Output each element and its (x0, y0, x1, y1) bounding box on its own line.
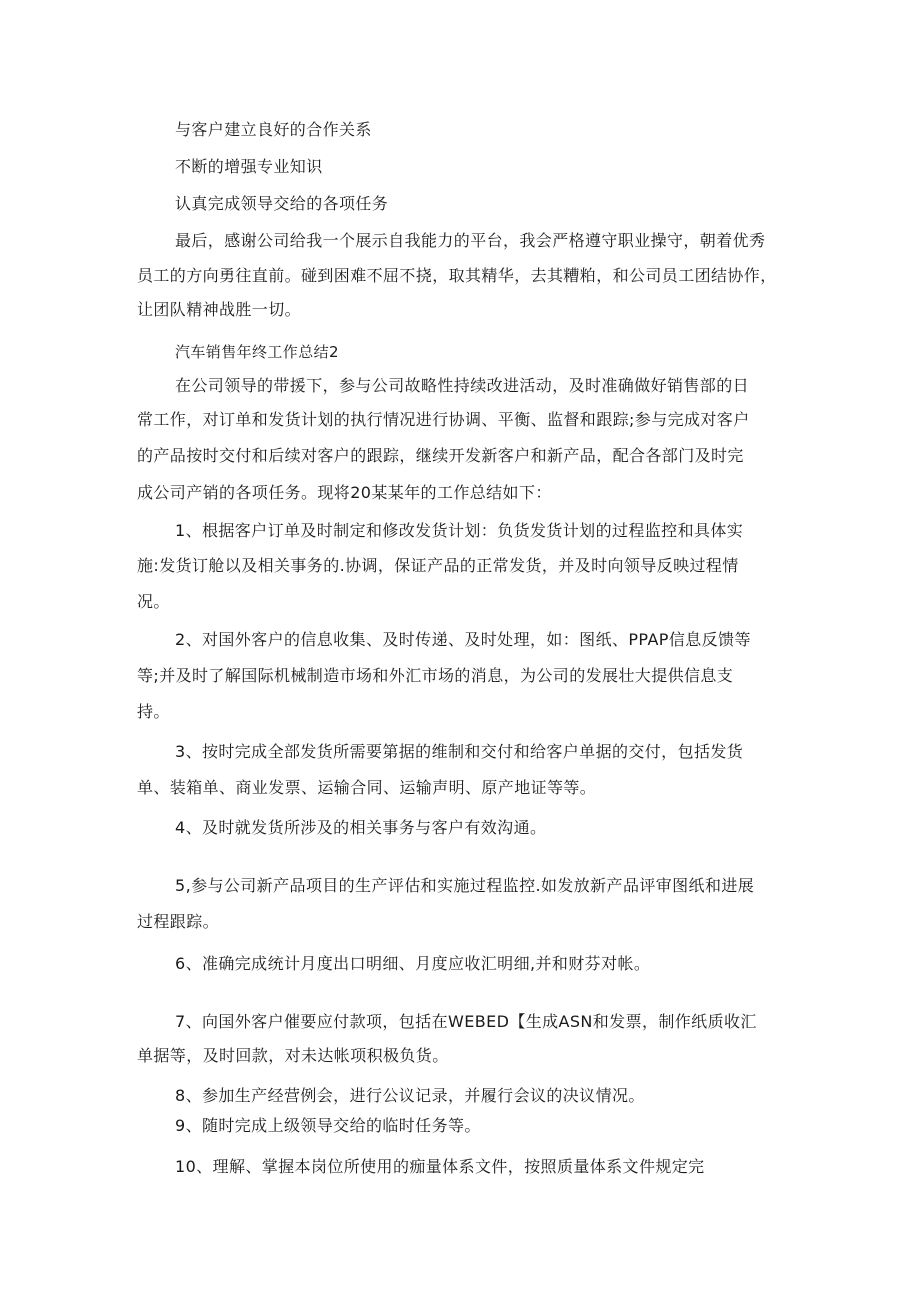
list-item-line: 3、按时完成全部发货所需要第据的维制和交付和给客户单据的交付，包括发货 (175, 742, 744, 761)
closing-line: 员工的方向勇往直前。碰到困难不屈不挠，取其精华，去其糟粕，和公司员工团结协作， (137, 266, 777, 285)
intro-line: 在公司领导的带援下，参与公司故略性持续改进活动，及时准确做好销售部的日 (175, 376, 750, 395)
item-line: 不断的增强专业知识 (175, 157, 323, 176)
closing-line: 最后，感谢公司给我一个展示自我能力的平台，我会严格遵守职业操守，朝着优秀 (175, 231, 766, 250)
list-item-line: 10、理解、掌握本岗位所使用的痂量体系文件，按照质量体系文件规定完 (175, 1157, 705, 1176)
intro-line: 的产品按时交付和后续对客户的跟踪，继续开发新客户和新产品，配合各部门及时完 (137, 446, 744, 465)
item-line: 认真完成领导交给的各项任务 (175, 194, 389, 213)
list-item-line: 施:发货订舱以及相关事务的.协调，保证产品的正常发货，并及时向领导反映过程情 (137, 556, 739, 575)
section-title: 汽车销售年终工作总结2 (175, 343, 339, 361)
list-item-line: 6、准确完成统计月度出口明细、月度应收汇明细,并和财芬对帐。 (175, 954, 651, 973)
list-item-line: 单据等，及时回款，对未达帐项积极负货。 (137, 1046, 449, 1065)
list-item-line: 2、对国外客户的信息收集、及时传递、及时处理，如：图纸、PPAP信息反馈等 (175, 630, 751, 649)
list-item-line: 持。 (137, 702, 170, 721)
intro-line: 成公司产销的各项任务。现将20某某年的工作总结如下： (137, 483, 552, 502)
intro-line: 常工作，对订单和发货计划的执行情况进行协调、平衡、监督和跟踪;参与完成对客户 (137, 410, 750, 429)
list-item-line: 8、参加生产经营例会，进行公议记录，并履行会议的决议情况。 (175, 1086, 645, 1105)
list-item-line: 4、及时就发货所涉及的相关事务与客户有效沟通。 (175, 818, 547, 837)
list-item-line: 9、随时完成上级领导交给的临时任务等。 (175, 1116, 481, 1135)
list-item-line: 1、根据客户订单及时制定和修改发货计划：负货发货计划的过程监控和具体实 (175, 521, 744, 540)
list-item-line: 况。 (137, 592, 170, 611)
list-item-line: 单、装箱单、商业发票、运输合同、运输声明、原产地证等等。 (137, 778, 597, 797)
list-item-line: 5,参与公司新产品项目的生产评估和实施过程监控.如发放新产品评审图纸和进展 (175, 876, 755, 895)
list-item-line: 等;并及时了解国际机械制造市场和外汇市场的消息，为公司的发展壮大提供信息支 (137, 666, 734, 685)
list-item-line: 过程跟踪。 (137, 912, 220, 931)
item-line: 与客户建立良好的合作关系 (175, 120, 372, 139)
closing-line: 让团队精神战胜一切。 (137, 300, 302, 319)
list-item-line: 7、向国外客户催要应付款项，包括在WEBED【生成ASN和发票，制作纸质收汇 (175, 1012, 757, 1031)
